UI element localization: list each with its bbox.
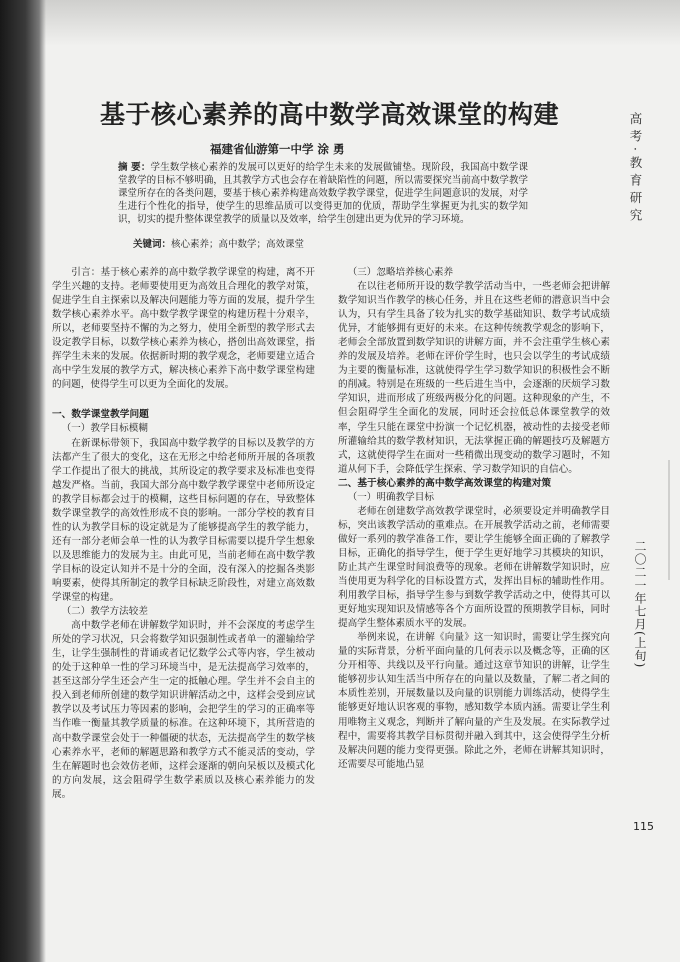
section-heading-1: 一、数学课堂教学问题 <box>52 409 149 421</box>
paragraph-2: 高中数学老师在讲解数学知识时，并不会深度的考虑学生所处的学习状况，只会将数学知识强制性或者单一的灌输给学生，让学生强制性的背诵或者记忆数学公式等内容，学生被动的处于这种单一性的学习环境当中，是无法提高学习效率的，甚至这部分学生还会产生一定的抵触心理。学生并不会自主的投入到老师所创建的数学知识讲解活动之中，这样会受到应试教学以及考试压力等因素的影响，会把学生的学习的正确率等当作唯一衡量其教学质量的标准。在这种环境下，其所营造的高中数学课堂会处于一种僵硬的状态，无法提高学生的数学核心素养水平，老师的解题思路和教学方式不能灵活的变动，学生在解题时也会效仿老师，这样会逐渐的朝向呆板以及模式化的方向发展，这会阻碍学生数学素质以及核心素养能力的发展。 <box>52 620 315 800</box>
paragraph-4: 老师在创建数学高效教学课堂时，必须要设定并明确教学目标，突出该教学活动的重难点。在开展教学活动之前，老师需要做好一系列的教学准备工作，要让学生能够全面正确的了解教学目标，正确化的指导学生，便于学生更好地学习其模块的知识，防止其产生课堂时间浪费等的现象。老师在讲解数学知识时，应当使用更为科学化的目标设置方式，发挥出目标的辅助性作用。利用教学目标，指导学生参与到数学教学活动之中，使得其可以更好地实现知识及情感等各个方面所设置的预期教学目标，同时提高学生整体素质水平的发展。 <box>338 505 610 630</box>
subheading-1-2: （二）教学方法较差 <box>61 606 148 618</box>
keywords-label: 关键词： <box>133 239 172 250</box>
abstract-text: 学生数学核心素养的发展可以更好的给学生未来的发展做铺垫。现阶段，我国高中数学课堂教学的目标不够明确，且其教学方式也会存在着缺陷性的问题，所以需要探究当前高中数学教学课堂所存在的各类问题，要基于核心素养构建高效数学教学课堂，促进学生问题意识的发展，对学生进行个性化的指导，使学生的思维品质可以变得更加的优质，帮助学生掌握更为扎实的数学知识，切实的提升整体课堂教学的质量以及效率，给学生创建出更为优异的学习环境。 <box>118 162 528 225</box>
keywords <box>133 236 304 250</box>
section-heading-2: 二、基于核心素养的高中数学高效课堂的构建对策 <box>338 477 552 489</box>
subheading-1-3: （三）忽略培养核心素养 <box>347 267 454 278</box>
intro-paragraph: 引言：基于核心素养的高中数学教学课堂的构建，离不开学生兴趣的支持。老师要使用更为高效且合理化的教学对策，促进学生自主探索以及解决问题能力等方面的发展，提升学生数学核心素养水平。高中数学教学课堂的构建历程十分艰辛，所以，老师要坚持不懈的为之努力，使用全新型的教学形式去设定教学目标，以数学核心素养为核心，搭创出高效课堂，指挥学生未来的发展。依据新时期的教学观念，老师要建立适合高中学生发展的教学方式，解决核心素养下高中数学课堂构建的问题，使得学生可以更为全面化的发展。 <box>52 267 315 391</box>
paragraph-3: 在以往老师所开设的数学教学活动当中，一些老师会把讲解数学知识当作教学的核心任务，并且在这些老师的潜意识当中会认为，只有学生具备了较为扎实的数学基础知识、数学考试成绩优异，才能够拥有更好的未来。在这种传统教学观念的影响下，老师会全部放置到数学知识的讲解方面，并不会注重学生核心素养的发展及培养。老师在评价学生时，也只会以学生的考试成绩为主要的衡量标准，这就使得学生学习数学知识的积极性会不断的削减。特别是在班级的一些后进生当中，会逐渐的厌烦学习数学知识，进而形成了班级两极分化的问题。这种现象的产生，不但会阻碍学生全面化的发展，同时还会拉低总体课堂教学的效率，学生只能在课堂中扮演一个记忆机器，被动性的去接受老师所灌输给其的数学教材知识，无法掌握正确的解题技巧及解题方式，这就使得学生在面对一些稍微出现变动的数学习题时，不知道从何下手，会降低学生探索、学习数学知识的自信心。 <box>338 281 610 475</box>
left-column <box>52 266 315 802</box>
abstract <box>118 162 528 227</box>
article-title: 基于核心素养的高中数学高效课堂的构建 <box>100 100 560 129</box>
scan-shadow-top <box>0 0 680 46</box>
journal-running-title: 高考·教育研究 <box>628 112 643 226</box>
right-column <box>338 266 610 772</box>
author-line: 福建省仙游第一中学 涂 勇 <box>210 142 345 156</box>
page-edge <box>668 460 670 580</box>
paragraph-5: 举例来说，在讲解《向量》这一知识时，需要让学生探究向量的实际背景，分析平面向量的几何表示以及概念等，正确的区分开相等、共线以及平行向量。通过这章节知识的讲解，让学生能够初步认知生活当中所存在的向量以及数量，了解二者之间的本质性差别，开展数量以及向量的识别能力训练活动，使得学生能够更好地认识客观的事物，感知数学本质内涵。需要让学生利用唯物主义观念，判断并了解向量的产生及发展。在实际教学过程中，需要将其教学目标贯彻并融入到其中，这会使得学生分析及解决问题的能力变得更强。除此之外，老师在讲解其知识时，还需要尽可能地凸显 <box>338 632 610 770</box>
subheading-2-1: （一）明确教学目标 <box>347 491 434 503</box>
page-number: 115 <box>633 820 654 833</box>
paragraph-1: 在新课标带领下，我国高中数学教学的目标以及教学的方法都产生了很大的变化，这在无形之中给老师所开展的各项教学工作提出了很大的挑战，其所设定的教学要求及标准也变得越发严格。当前，我国大部分高中数学教学课堂中老师所设定的教学目标都会过于的模糊，这些目标问题的存在，导致整体数学课堂教学的高效性形成不良的影响。一部分学校的教育目性的认为教学目标的设定就是为了能够提高学生的教学能力，还有一部分老师会单一性的认为教学目标需要以提升学生想象以及思维能力的发展为主。由此可见，当前老师在高中数学教学目标的设定认知并不是十分的全面，没有深入的挖掘各类影响要素，使得其所制定的教学目标缺乏阶段性，对建立高效数学课堂的构建。 <box>52 437 315 604</box>
subheading-1-1: （一）教学目标模糊 <box>61 423 148 435</box>
abstract-label: 摘 要： <box>118 162 151 173</box>
issue-date: 二〇二一年七月(上旬) <box>633 540 647 669</box>
scan-spine-shadow <box>0 0 46 962</box>
keywords-text: 核心素养；高中数学；高效课堂 <box>171 239 305 250</box>
